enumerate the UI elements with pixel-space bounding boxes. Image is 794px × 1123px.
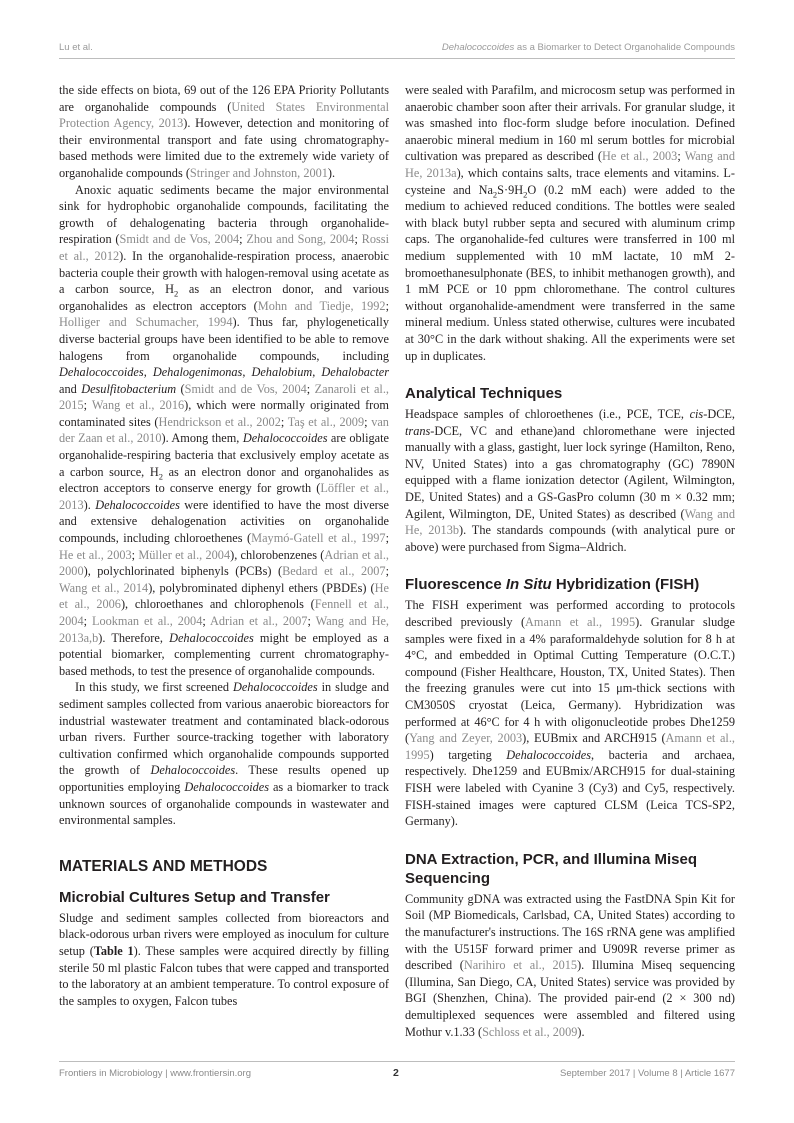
- text-run: ;: [385, 531, 390, 546]
- citation-link[interactable]: Zanaroli et al., 2015: [59, 381, 389, 413]
- subscript: 2: [492, 189, 498, 200]
- paragraph: [59, 82, 389, 182]
- header-title: [442, 42, 735, 53]
- italic-term: Dehalobium: [251, 365, 313, 380]
- citation-link[interactable]: He et al., 2006: [59, 580, 389, 612]
- footer-journal: Frontiers in Microbiology | www.frontiersin.org: [59, 1068, 252, 1079]
- paragraph: [405, 406, 735, 555]
- text-run: ).: [83, 497, 96, 512]
- subscript: 2: [523, 189, 528, 200]
- running-header: [59, 38, 735, 59]
- citation-link[interactable]: Schloss et al., 2009: [482, 1024, 578, 1039]
- citation-link[interactable]: Lookman et al., 2004: [91, 614, 203, 628]
- citation-link[interactable]: Wang et al., 2014: [59, 580, 149, 595]
- text-run: ;: [83, 398, 92, 413]
- heading-part: Hybridization (FISH): [551, 576, 700, 594]
- citation-link[interactable]: Amann et al., 1995: [525, 615, 636, 630]
- text-run: ). The standards compounds (with analytical pure or above) were purchased from Sigma–Aldrich.: [405, 523, 736, 554]
- italic-term: Desulfitobacterium: [81, 381, 177, 396]
- text-run: ). Thus far, phylogenetically diverse bacterial groups have been identified to be able to remove halogens from organohalide compounds, including: [59, 315, 389, 363]
- text-run: ;: [307, 614, 316, 628]
- text-run: Anoxic aquatic sediments became the major environmental sink for hydrophobic organohalide compounds, facilitating the growth of dehalogenating bacteria through organohalide-respiration (: [59, 182, 389, 247]
- text-run: ).: [577, 1024, 585, 1039]
- page-footer: [59, 1061, 735, 1084]
- text-run: ,: [143, 365, 153, 380]
- text-run: and: [59, 381, 82, 396]
- citation-link[interactable]: van der Zaan et al., 2010: [59, 414, 389, 446]
- citation-link[interactable]: Löffler et al., 2013: [59, 481, 389, 512]
- text-run: In this study, we first screened: [75, 680, 233, 695]
- paragraph: [405, 82, 735, 364]
- italic-term: Dehalococcoides: [169, 630, 254, 645]
- citation-link[interactable]: Mohn and Tiedje, 1992: [257, 298, 386, 313]
- text-run: are obligate organohalide-respiring bacteria that exclusively employ acetate as a carbon source, H: [59, 431, 389, 479]
- text-run: ;: [83, 614, 92, 628]
- text-run: ). Among them,: [161, 431, 243, 446]
- citation-link[interactable]: Wang and He, 2013a: [405, 149, 735, 180]
- citation-link[interactable]: Hendrickson et al., 2002: [158, 414, 281, 429]
- citation-link[interactable]: Rossi et al., 2012: [59, 232, 390, 263]
- text-run: ), polybrominated diphenyl ethers (PBDEs) (: [148, 580, 375, 595]
- text-run: ;: [364, 414, 372, 429]
- citation-link[interactable]: Stringer and Johnston, 2001: [189, 165, 328, 180]
- text-run: were sealed with Parafilm, and microcosm setup was performed in anaerobic chamber soon after their arrivals. For granular sludge, it was smashed into floc-form sludge before inoculation. Defined anaerobic mineral medium in 160 ml serum bottles for microbial cultivation was prepared as described (: [405, 83, 735, 164]
- section-heading-materials-methods: MATERIALS AND METHODS: [59, 857, 268, 875]
- text-run: ,: [242, 365, 252, 380]
- subsection-heading-analytical-techniques: Analytical Techniques: [405, 385, 563, 403]
- text-run: ;: [280, 414, 288, 429]
- citation-link[interactable]: Müller et al., 2004: [138, 547, 231, 562]
- italic-term: Dehalococcoides: [95, 497, 180, 512]
- page-number: 2: [393, 1067, 399, 1079]
- citation-link[interactable]: Wang and He, 2013b: [405, 506, 735, 538]
- text-run: might be employed as a potential biomarker, complementing current chromatography-based methods, to test the presence of organohalide compounds.: [59, 630, 389, 678]
- citation-link[interactable]: Holliger and Schumacher, 1994: [59, 315, 233, 330]
- subsection-heading-microbial-cultures: Microbial Cultures Setup and Transfer: [59, 888, 330, 906]
- header-title-rest: as a Biomarker to Detect Organohalide Compounds: [514, 42, 735, 53]
- paragraph: [405, 597, 735, 829]
- italic-term: Dehalobacter: [321, 365, 390, 380]
- citation-link[interactable]: Bedard et al., 2007: [282, 564, 386, 579]
- text-run: ;: [677, 149, 685, 164]
- citation-link[interactable]: Wang et al., 2016: [91, 398, 185, 413]
- text-run: O (0.2 mM each) were added to the medium to achieved reduced conditions. The bottles were sealed with black butyl rubber septa and secured with aluminum crimp caps. The organohalide-fed cultures were transferred in 100 ml medium supplemented with 10 mM lactate, 10 mM 2-bromoethanesulphonate (BES, to inhibit methanogen growth), and 1 mM PCE or 10 ppm chloromethane. The control cultures without organohalide-amendment were transferred in the same mineral medium. Unless stated otherwise, cultures were incubated at 30°C in the dark without shaking. All the experiments were set up in duplicates.: [405, 182, 735, 363]
- header-authors: Lu et al.: [59, 42, 93, 53]
- heading-part: Fluorescence: [405, 576, 506, 594]
- text-run: , bacteria and archaea, respectively. Dhe1259 and EUBmix/ARCH915 for dual-staining FISH were labeled with Cyanine 3 (Cy3) and Cy5, respectively. FISH-stained images were captured CLSM (Leica TCS-SP2, Germany).: [405, 747, 735, 829]
- text-run: the side effects on biota, 69 out of the 126 EPA Priority Pollutants are organohalide compounds (: [59, 83, 389, 114]
- text-run: (: [176, 381, 185, 396]
- paragraph: [59, 182, 389, 680]
- italic-term: cis: [689, 407, 704, 422]
- subsection-heading-dna-extraction: DNA Extraction, PCR, and Illumina Miseq Sequencing: [405, 850, 697, 887]
- text-run: ), which contains salts, trace elements and vitamins. L-cysteine and Na: [405, 165, 735, 197]
- paragraph: [59, 679, 389, 828]
- italic-term: trans: [405, 423, 431, 438]
- citation-link[interactable]: Taş et al., 2009: [287, 414, 365, 429]
- right-column: [405, 82, 735, 1040]
- citation-link[interactable]: Narihiro et al., 2015: [463, 958, 578, 973]
- text-run: ). However, detection and monitoring of their environmental transport and fate using chromatography-based methods were limited due to the extremely wide variety of organohalide compounds (: [59, 116, 389, 180]
- text-run: as a biomarker to track unknown sources of organohalide compounds in wastewater and environmental samples.: [59, 779, 389, 828]
- text-run: Headspace samples of chloroethenes (i.e., PCE, TCE,: [405, 407, 690, 422]
- text-run: ). Illumina Miseq sequencing (Illumina, San Diego, CA, United States) service was provided by BGI (Shenzhen, China). The provided pair-end (2 × 300 nd) demultiplexed sequences were assembled and filtered using Mothur v.1.33 (: [405, 958, 735, 1039]
- text-run: as an electron donor, and various organohalides as electron acceptors (: [59, 282, 389, 313]
- text-run: ). Therefore,: [98, 630, 170, 645]
- heading-part-italic: In Situ: [505, 576, 552, 594]
- text-run: ;: [354, 232, 362, 247]
- text-run: ,: [312, 365, 322, 380]
- table-reference[interactable]: Table 1: [93, 943, 134, 958]
- citation-link[interactable]: United States Environmental Protection Agency, 2013: [59, 99, 389, 131]
- text-run: ). These samples were acquired directly by filling sterile 50 ml plastic Falcon tubes that were capped and transported to the laboratory at an ambient temperature. To control exposure of the samples to oxygen, Falcon tubes: [59, 943, 389, 1008]
- citation-link[interactable]: Amann et al., 1995: [405, 731, 735, 762]
- citation-link[interactable]: Fennell et al., 2004: [59, 597, 389, 628]
- italic-term: Dehalococcoides: [242, 431, 328, 446]
- italic-term: Dehalococcoides: [506, 747, 591, 762]
- text-run: . These results opened up opportunities employing: [59, 763, 390, 794]
- footer-issue: September 2017 | Volume 8 | Article 1677: [560, 1068, 735, 1079]
- citation-link[interactable]: Yang and Zeyer, 2003: [409, 731, 523, 746]
- subscript: 2: [174, 288, 179, 299]
- italic-term: Dehalococcoides: [150, 763, 236, 778]
- text-run: -DCE,: [703, 407, 735, 422]
- text-run: S·9H: [497, 182, 524, 197]
- italic-term: Dehalogenimonas: [152, 365, 243, 380]
- citation-link[interactable]: Smidt and de Vos, 2004: [119, 232, 240, 247]
- subsection-heading-fish: [405, 575, 735, 594]
- text-run: ;: [385, 564, 389, 579]
- text-run: ), chloroethanes and chlorophenols (: [120, 597, 315, 612]
- citation-link[interactable]: Maymó-Gatell et al., 1997: [251, 531, 386, 546]
- citation-link[interactable]: Adrian et al., 2007: [210, 614, 308, 628]
- citation-link[interactable]: Wang and He, 2013a,b: [59, 614, 389, 645]
- citation-link[interactable]: He et al., 2003: [602, 149, 678, 164]
- text-run: ). Granular sludge samples were fixed in a 4% paraformaldehyde solution for 8 h at 4°C, and embedded in Optimal Cutting Temperature (O.C.T.) compound (Fisher Healthcare, Houston, TX, United States). Then the freezing granules were cut into 15 μm-thick sections with CM3050S cryostat (Leica, Germany). Hybridization was performed at 46°C for 4 h with oligonucleotide probes Dhe1259 (: [405, 615, 735, 746]
- text-run: ;: [306, 381, 315, 396]
- text-run: ;: [385, 298, 389, 313]
- text-run: ), EUBmix and ARCH915 (: [522, 731, 666, 746]
- text-run: ;: [202, 614, 211, 628]
- text-run: in sludge and sediment samples collected from various anaerobic bioreactors for industrial wastewater treatment and contaminated black-odorous urban rivers. Further source-tracking together with laboratory cultivation confirmed which organohalide compounds supported the growth of: [59, 680, 389, 778]
- paragraph: [405, 891, 735, 1040]
- text-run: ), which were normally originated from contaminated sites (: [59, 398, 389, 429]
- text-run: ), chlorobenzenes (: [230, 547, 325, 562]
- text-run: ;: [239, 232, 247, 247]
- italic-term: Dehalococcoides: [232, 680, 318, 695]
- italic-term: Dehalococcoides: [59, 365, 144, 380]
- citation-link[interactable]: Zhou and Song, 2004: [246, 232, 355, 247]
- left-column: [59, 82, 389, 1009]
- text-run: The FISH experiment was performed according to protocols described previously (: [405, 598, 735, 630]
- subscript: 2: [158, 471, 163, 482]
- text-run: ). In the organohalide-respiration process, anaerobic bacteria couple their growth with halogen-removal using acetate as a carbon source, H: [59, 248, 390, 297]
- text-run: were identified to have the most diverse and extensive dehalogenation activities on organohalide compounds, including chloroethenes (: [59, 497, 389, 546]
- citation-link[interactable]: Smidt and de Vos, 2004: [184, 381, 307, 396]
- text-run: ).: [327, 165, 336, 180]
- text-run: Community gDNA was extracted using the FastDNA Spin Kit for Soil (MP Biomedicals, Carlsbad, CA, United States) according to the manufacturer's instructions. The 16S rRNA gene was amplified with the U515F forward primer and U909R reverse primer as described (: [405, 891, 735, 973]
- citation-link[interactable]: Adrian et al., 2000: [59, 547, 389, 579]
- text-run: ) targeting: [429, 747, 507, 762]
- text-run: -DCE, VC and ethane)and chloromethane were injected manually with a glass, gastight, luer lock syringe (Hamilton, Reno, NV, United States) into a gas chromatography (GC) 7890N equipped with a flame ionization detector (Agilent, Wilmington, DE, United States) and a GS-GasPro column (30 m × 0.32 mm; Agilent, Wilmington, DE, United States) as described (: [405, 423, 735, 521]
- text-run: ), polychlorinated biphenyls (PCBs) (: [83, 564, 283, 579]
- paragraph: [59, 910, 389, 1010]
- citation-link[interactable]: He et al., 2003: [59, 547, 132, 562]
- text-run: Sludge and sediment samples collected from bioreactors and black-odorous urban rivers were employed as inoculum for culture setup (: [59, 910, 389, 958]
- header-title-italic: Dehalococcoides: [441, 42, 515, 53]
- text-run: as an electron donor and organohalides as electron acceptors to conserve energy for growth (: [59, 464, 389, 496]
- italic-term: Dehalococcoides: [184, 779, 270, 794]
- text-run: ;: [131, 547, 139, 562]
